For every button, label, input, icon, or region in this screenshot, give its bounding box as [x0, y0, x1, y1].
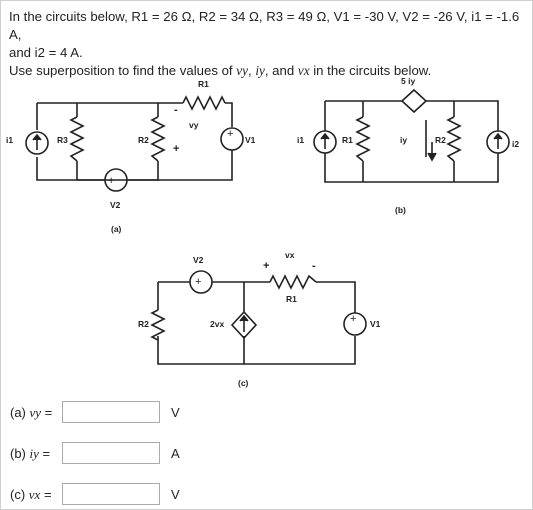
label-a-v2: V2 — [110, 200, 121, 210]
label-a-plus: + — [173, 143, 180, 155]
label-a-vy: vy — [189, 120, 199, 130]
answer-a-unit: V — [171, 405, 180, 420]
sep: , and — [264, 63, 298, 78]
label-b-r2: R2 — [435, 135, 446, 145]
caption-c: (c) — [238, 378, 249, 388]
c-v2-plus-sign: + — [195, 276, 202, 288]
label-c-vx: vx — [285, 250, 295, 260]
label-c-r1: R1 — [286, 294, 297, 304]
label-a-r3: R3 — [57, 135, 68, 145]
problem-line-1: In the circuits below, R1 = 26 Ω, R2 = 34 Ω, R3 = 49 Ω, V1 = -30 V, V2 = -26 V, i1 = -1.6 A, — [9, 9, 520, 42]
answer-c-input[interactable] — [62, 483, 160, 505]
circuit-c-r2 — [152, 310, 164, 340]
problem-line-2: and i2 = 4 A. — [9, 45, 83, 60]
circuit-a-r2 — [152, 117, 164, 161]
label-c-v1: V1 — [370, 319, 381, 329]
answer-b-unit: A — [171, 446, 180, 461]
label-c-minus: - — [312, 260, 316, 272]
label-a-r2: R2 — [138, 135, 149, 145]
circuit-c-r1 — [270, 276, 316, 288]
circuit-a-r3 — [71, 117, 83, 161]
label-a-v1: V1 — [245, 135, 256, 145]
circuit-b-dep-source — [402, 90, 426, 112]
caption-b: (b) — [395, 205, 406, 215]
circuit-b-r1 — [357, 117, 369, 161]
var-iy: iy — [255, 63, 265, 78]
answer-a-label: (a) vy = — [10, 405, 53, 420]
answer-b-input[interactable] — [62, 442, 160, 464]
problem-line-3-suffix: in the circuits below. — [309, 63, 432, 78]
var-vy: vy — [236, 63, 248, 78]
answer-c-unit: V — [171, 487, 180, 502]
label-c-dep: 2vx — [210, 319, 225, 329]
circuit-a-r1 — [183, 97, 225, 109]
v1-plus-sign: + — [227, 128, 234, 140]
label-b-i1: i1 — [297, 135, 305, 145]
label-b-dep: 5 iy — [401, 76, 416, 86]
answer-c-label: (c) vx = — [10, 487, 52, 502]
label-b-i2: i2 — [512, 139, 520, 149]
circuit-c — [152, 271, 366, 364]
circuit-b-r2 — [448, 117, 460, 161]
label-a-minus: - — [174, 104, 178, 116]
answer-a-input[interactable] — [62, 401, 160, 423]
label-c-r2: R2 — [138, 319, 149, 329]
v2-plus-sign: + — [108, 175, 115, 187]
sep: , — [247, 63, 256, 78]
answer-b-label: (b) iy = — [10, 446, 51, 461]
problem-line-3-prefix: Use superposition to find the values of — [9, 63, 237, 78]
label-c-plus: + — [263, 260, 270, 272]
label-a-r1: R1 — [198, 79, 209, 89]
var-vx: vx — [297, 63, 310, 78]
label-c-v2: V2 — [193, 255, 204, 265]
label-b-iy: iy — [400, 135, 408, 145]
label-a-i1: i1 — [6, 135, 14, 145]
c-v1-plus-sign: + — [350, 313, 357, 325]
caption-a: (a) — [111, 224, 122, 234]
label-b-r1: R1 — [342, 135, 353, 145]
